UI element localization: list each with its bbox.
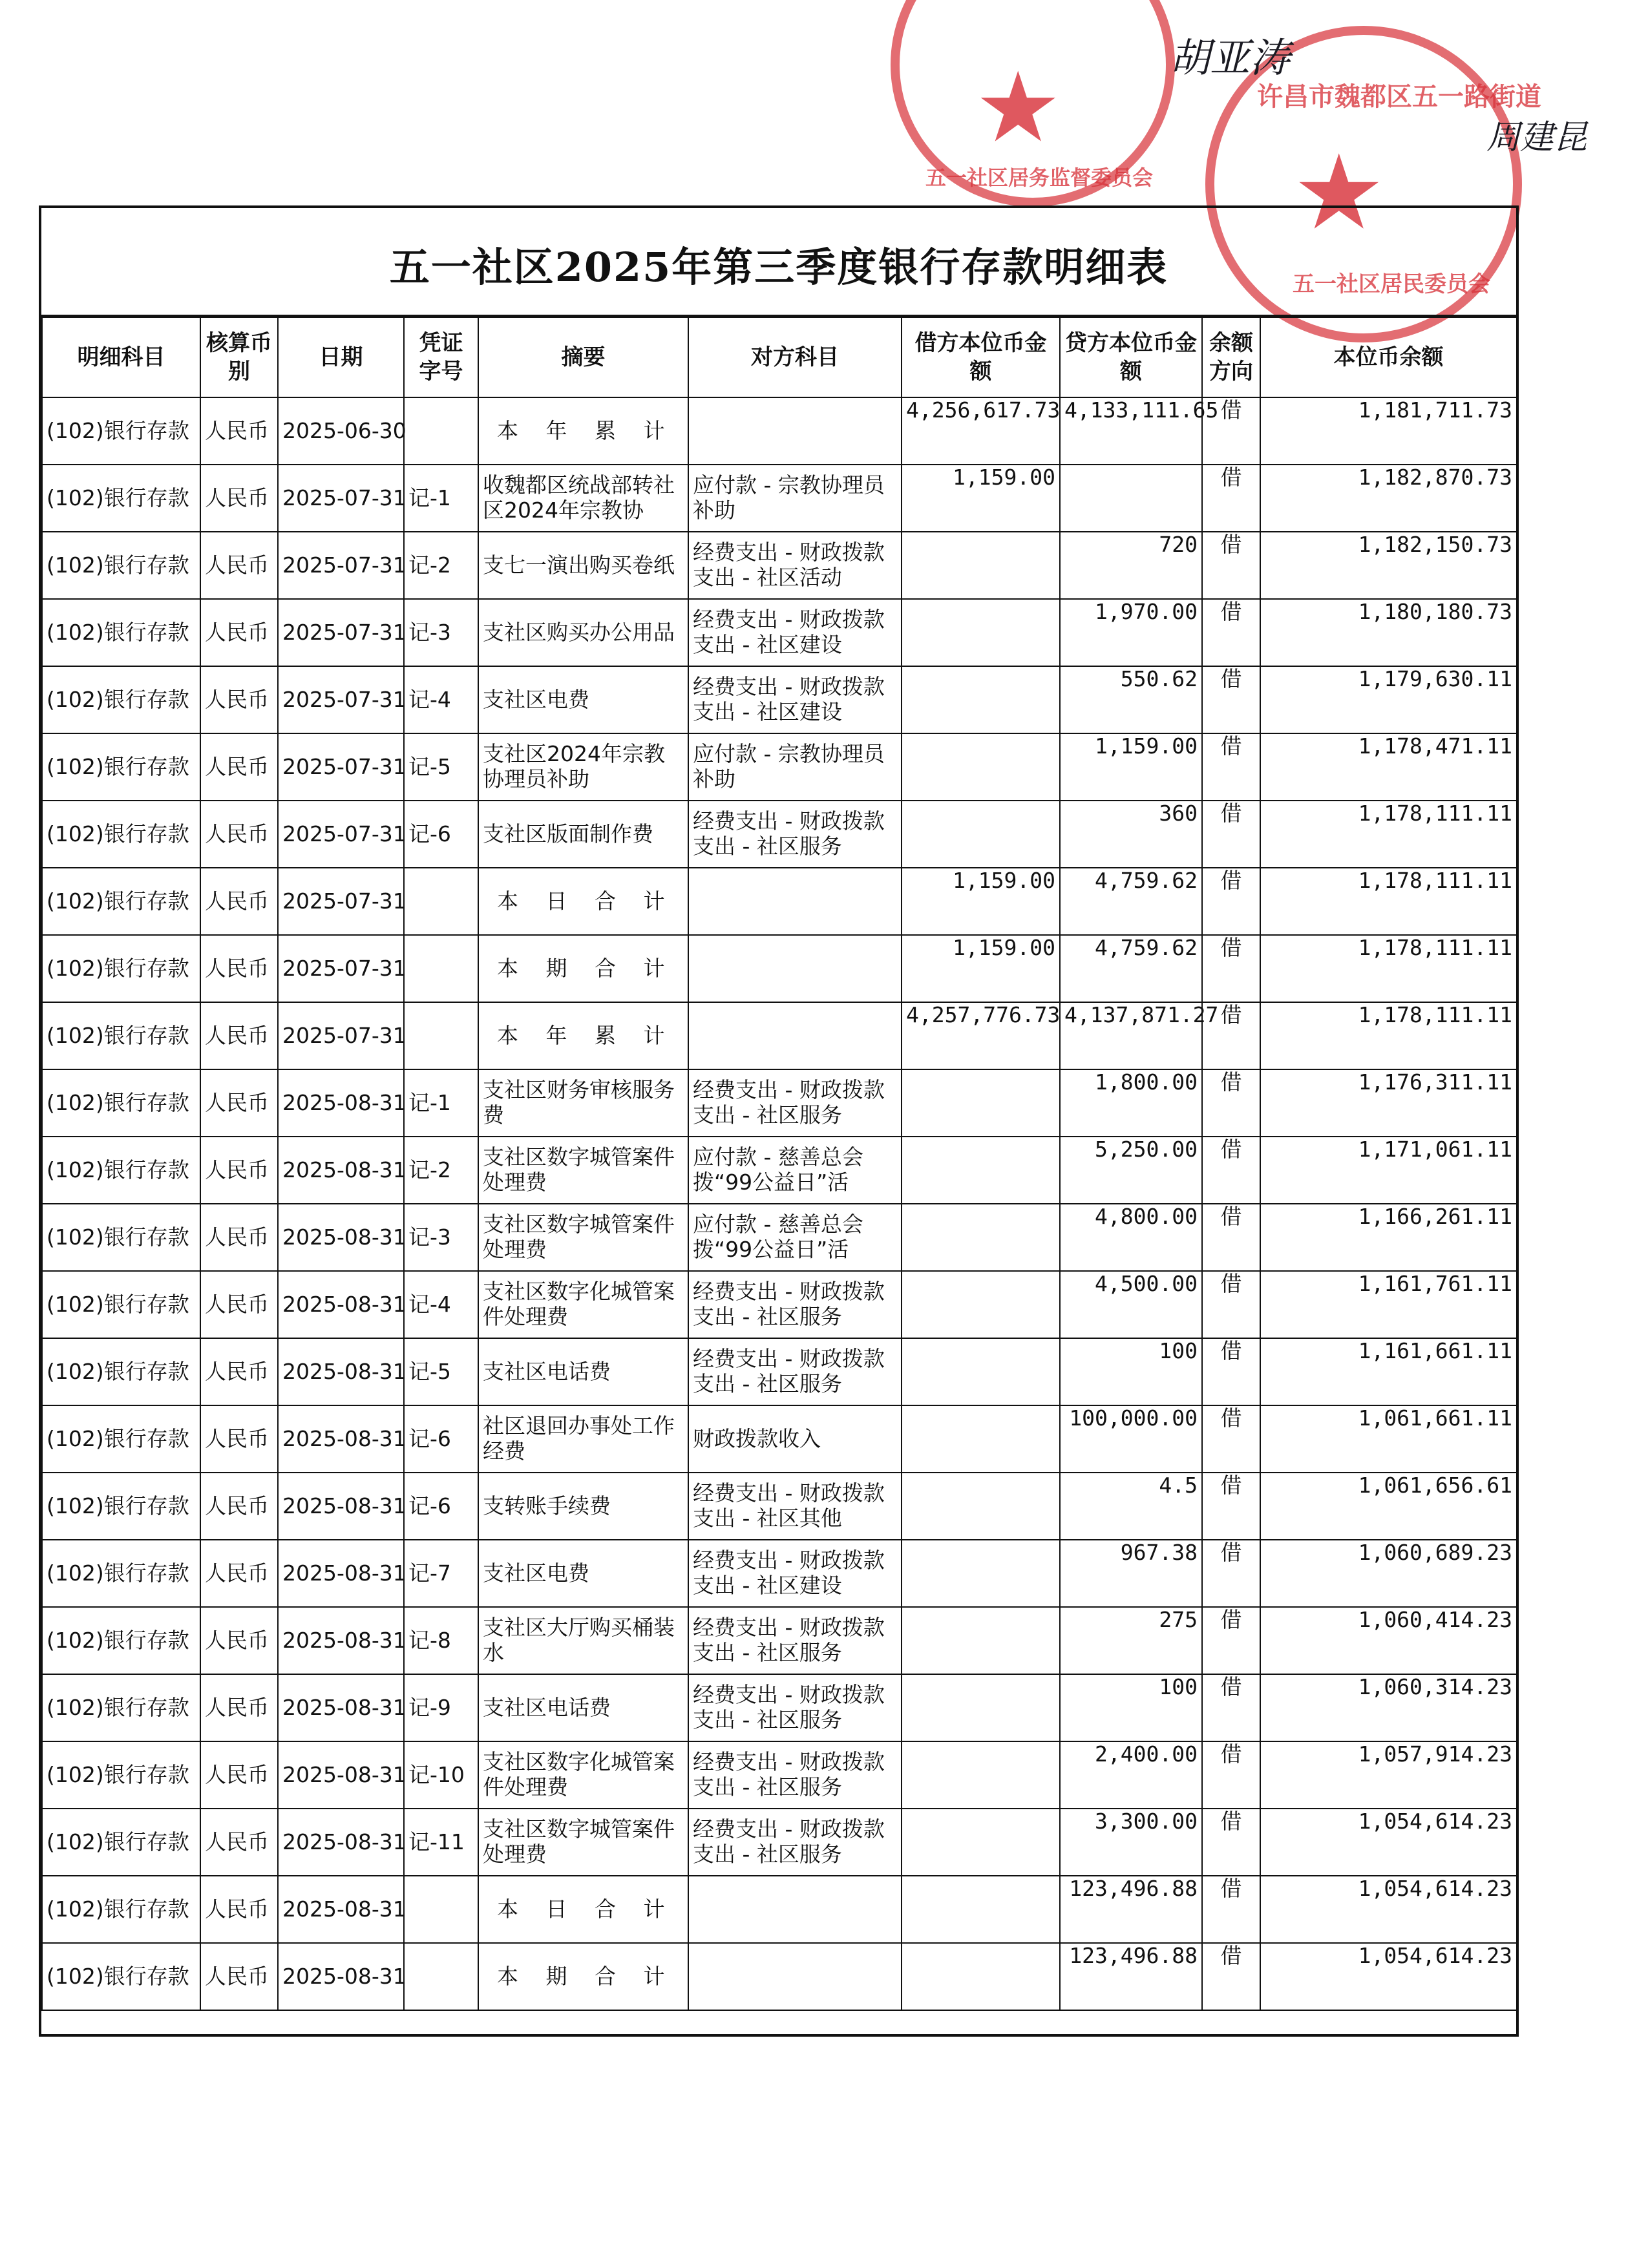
column-header: 凭证字号 xyxy=(404,317,478,397)
cell-date: 2025-08-31 xyxy=(278,1204,404,1271)
table-row xyxy=(42,1607,1517,1674)
cell-debit: 4,257,776.73 xyxy=(902,1002,1060,1069)
cell-summary: 支社区数字城管案件处理费 xyxy=(478,1809,688,1876)
cell-currency: 人民币 xyxy=(200,801,278,868)
cell-counter-account xyxy=(688,1876,902,1943)
cell-credit: 4,500.00 xyxy=(1060,1271,1202,1338)
cell-currency: 人民币 xyxy=(200,1607,278,1674)
cell-subject: (102)银行存款 xyxy=(42,1540,200,1607)
cell-date: 2025-06-30 xyxy=(278,397,404,465)
cell-subject: (102)银行存款 xyxy=(42,1338,200,1405)
cell-subject: (102)银行存款 xyxy=(42,1473,200,1540)
cell-currency: 人民币 xyxy=(200,1137,278,1204)
cell-direction: 借 xyxy=(1202,1607,1260,1674)
cell-date: 2025-07-31 xyxy=(278,935,404,1002)
cell-counter-account: 经费支出 - 财政拨款支出 - 社区活动 xyxy=(688,532,902,599)
table-row xyxy=(42,532,1517,599)
cell-currency: 人民币 xyxy=(200,1674,278,1741)
cell-date: 2025-07-31 xyxy=(278,801,404,868)
cell-direction: 借 xyxy=(1202,1943,1260,2010)
table-row xyxy=(42,599,1517,666)
cell-counter-account: 经费支出 - 财政拨款支出 - 社区建设 xyxy=(688,666,902,733)
cell-debit xyxy=(902,801,1060,868)
column-header: 余额方向 xyxy=(1202,317,1260,397)
cell-direction: 借 xyxy=(1202,1741,1260,1809)
table-row xyxy=(42,868,1517,935)
cell-debit xyxy=(902,1271,1060,1338)
column-header: 明细科目 xyxy=(42,317,200,397)
cell-debit xyxy=(902,532,1060,599)
table-row xyxy=(42,1338,1517,1405)
cell-voucher: 记-10 xyxy=(404,1741,478,1809)
table-row xyxy=(42,1809,1517,1876)
cell-currency: 人民币 xyxy=(200,666,278,733)
cell-date: 2025-08-31 xyxy=(278,1069,404,1137)
cell-counter-account xyxy=(688,935,902,1002)
cell-voucher xyxy=(404,1002,478,1069)
table-row xyxy=(42,397,1517,465)
cell-debit xyxy=(902,1069,1060,1137)
table-row xyxy=(42,1002,1517,1069)
cell-counter-account: 应付款 - 慈善总会拨“99公益日”活 xyxy=(688,1204,902,1271)
cell-currency: 人民币 xyxy=(200,733,278,801)
cell-voucher: 记-8 xyxy=(404,1607,478,1674)
cell-summary: 支七一演出购买卷纸 xyxy=(478,532,688,599)
table-row xyxy=(42,1137,1517,1204)
cell-date: 2025-08-31 xyxy=(278,1405,404,1473)
cell-voucher: 记-4 xyxy=(404,1271,478,1338)
cell-credit: 720 xyxy=(1060,532,1202,599)
cell-voucher: 记-5 xyxy=(404,733,478,801)
cell-currency: 人民币 xyxy=(200,397,278,465)
cell-counter-account: 财政拨款收入 xyxy=(688,1405,902,1473)
cell-debit xyxy=(902,1204,1060,1271)
column-header: 摘要 xyxy=(478,317,688,397)
cell-summary: 支社区数字城管案件处理费 xyxy=(478,1137,688,1204)
cell-credit: 100,000.00 xyxy=(1060,1405,1202,1473)
cell-summary: 支社区电话费 xyxy=(478,1674,688,1741)
cell-voucher: 记-4 xyxy=(404,666,478,733)
title-band xyxy=(41,208,1516,317)
cell-date: 2025-08-31 xyxy=(278,1809,404,1876)
cell-credit: 4,800.00 xyxy=(1060,1204,1202,1271)
cell-credit: 4,133,111.65 xyxy=(1060,397,1202,465)
cell-credit: 967.38 xyxy=(1060,1540,1202,1607)
table-row xyxy=(42,1204,1517,1271)
cell-credit: 5,250.00 xyxy=(1060,1137,1202,1204)
cell-summary: 本 期 合 计 xyxy=(478,1943,688,2010)
cell-balance: 1,179,630.11 xyxy=(1260,666,1517,733)
cell-currency: 人民币 xyxy=(200,868,278,935)
cell-voucher: 记-2 xyxy=(404,1137,478,1204)
column-header: 贷方本位币金额 xyxy=(1060,317,1202,397)
cell-balance: 1,178,111.11 xyxy=(1260,935,1517,1002)
cell-date: 2025-08-31 xyxy=(278,1137,404,1204)
table-row xyxy=(42,1741,1517,1809)
cell-counter-account: 经费支出 - 财政拨款支出 - 社区服务 xyxy=(688,801,902,868)
cell-subject: (102)银行存款 xyxy=(42,1271,200,1338)
seal-star-icon: ★ xyxy=(975,52,1062,164)
cell-debit xyxy=(902,599,1060,666)
cell-subject: (102)银行存款 xyxy=(42,1002,200,1069)
cell-balance: 1,181,711.73 xyxy=(1260,397,1517,465)
cell-debit: 1,159.00 xyxy=(902,868,1060,935)
cell-voucher: 记-7 xyxy=(404,1540,478,1607)
cell-currency: 人民币 xyxy=(200,599,278,666)
cell-balance: 1,166,261.11 xyxy=(1260,1204,1517,1271)
cell-direction: 借 xyxy=(1202,1876,1260,1943)
cell-debit xyxy=(902,1876,1060,1943)
cell-date: 2025-08-31 xyxy=(278,1338,404,1405)
cell-subject: (102)银行存款 xyxy=(42,397,200,465)
cell-summary: 支社区购买办公用品 xyxy=(478,599,688,666)
table-row xyxy=(42,733,1517,801)
ledger-body xyxy=(42,397,1517,2010)
cell-currency: 人民币 xyxy=(200,1473,278,1540)
cell-voucher: 记-11 xyxy=(404,1809,478,1876)
cell-counter-account: 经费支出 - 财政拨款支出 - 社区服务 xyxy=(688,1338,902,1405)
cell-credit xyxy=(1060,465,1202,532)
cell-subject: (102)银行存款 xyxy=(42,532,200,599)
cell-subject: (102)银行存款 xyxy=(42,1876,200,1943)
cell-counter-account: 经费支出 - 财政拨款支出 - 社区服务 xyxy=(688,1069,902,1137)
column-header: 核算币别 xyxy=(200,317,278,397)
cell-summary: 本 期 合 计 xyxy=(478,935,688,1002)
cell-counter-account: 应付款 - 宗教协理员补助 xyxy=(688,465,902,532)
cell-subject: (102)银行存款 xyxy=(42,868,200,935)
cell-voucher: 记-1 xyxy=(404,1069,478,1137)
cell-counter-account xyxy=(688,868,902,935)
cell-summary: 支社区2024年宗教协理员补助 xyxy=(478,733,688,801)
signature-1: 胡亚涛 xyxy=(1170,34,1291,81)
cell-voucher xyxy=(404,1876,478,1943)
cell-currency: 人民币 xyxy=(200,1338,278,1405)
cell-balance: 1,054,614.23 xyxy=(1260,1809,1517,1876)
cell-direction: 借 xyxy=(1202,733,1260,801)
cell-direction: 借 xyxy=(1202,397,1260,465)
cell-currency: 人民币 xyxy=(200,1943,278,2010)
cell-debit xyxy=(902,1943,1060,2010)
cell-voucher: 记-3 xyxy=(404,1204,478,1271)
cell-balance: 1,054,614.23 xyxy=(1260,1876,1517,1943)
cell-debit xyxy=(902,1405,1060,1473)
cell-debit xyxy=(902,1338,1060,1405)
cell-summary: 支社区电费 xyxy=(478,1540,688,1607)
cell-summary: 支社区数字化城管案件处理费 xyxy=(478,1741,688,1809)
cell-credit: 360 xyxy=(1060,801,1202,868)
cell-voucher: 记-6 xyxy=(404,1473,478,1540)
cell-date: 2025-08-31 xyxy=(278,1473,404,1540)
cell-direction: 借 xyxy=(1202,532,1260,599)
cell-counter-account: 应付款 - 慈善总会拨“99公益日”活 xyxy=(688,1137,902,1204)
cell-date: 2025-08-31 xyxy=(278,1876,404,1943)
cell-counter-account: 经费支出 - 财政拨款支出 - 社区建设 xyxy=(688,1540,902,1607)
cell-direction: 借 xyxy=(1202,599,1260,666)
cell-summary: 本 年 累 计 xyxy=(478,397,688,465)
cell-balance: 1,060,414.23 xyxy=(1260,1607,1517,1674)
cell-debit xyxy=(902,1137,1060,1204)
cell-subject: (102)银行存款 xyxy=(42,1943,200,2010)
cell-date: 2025-07-31 xyxy=(278,465,404,532)
cell-balance: 1,060,314.23 xyxy=(1260,1674,1517,1741)
cell-direction: 借 xyxy=(1202,1338,1260,1405)
cell-debit xyxy=(902,1540,1060,1607)
cell-counter-account: 应付款 - 宗教协理员补助 xyxy=(688,733,902,801)
cell-balance: 1,171,061.11 xyxy=(1260,1137,1517,1204)
cell-subject: (102)银行存款 xyxy=(42,1069,200,1137)
cell-counter-account xyxy=(688,1002,902,1069)
cell-subject: (102)银行存款 xyxy=(42,1674,200,1741)
cell-summary: 本 日 合 计 xyxy=(478,1876,688,1943)
table-row xyxy=(42,935,1517,1002)
cell-currency: 人民币 xyxy=(200,1204,278,1271)
cell-voucher: 记-1 xyxy=(404,465,478,532)
cell-direction: 借 xyxy=(1202,1069,1260,1137)
cell-date: 2025-08-31 xyxy=(278,1540,404,1607)
cell-credit: 4.5 xyxy=(1060,1473,1202,1540)
cell-debit: 1,159.00 xyxy=(902,465,1060,532)
cell-debit xyxy=(902,1473,1060,1540)
cell-direction: 借 xyxy=(1202,1002,1260,1069)
cell-debit xyxy=(902,1741,1060,1809)
cell-direction: 借 xyxy=(1202,868,1260,935)
cell-currency: 人民币 xyxy=(200,935,278,1002)
cell-debit xyxy=(902,1674,1060,1741)
cell-subject: (102)银行存款 xyxy=(42,1405,200,1473)
table-row xyxy=(42,1674,1517,1741)
cell-debit xyxy=(902,733,1060,801)
cell-summary: 本 年 累 计 xyxy=(478,1002,688,1069)
table-row xyxy=(42,465,1517,532)
cell-currency: 人民币 xyxy=(200,1405,278,1473)
cell-credit: 2,400.00 xyxy=(1060,1741,1202,1809)
cell-counter-account: 经费支出 - 财政拨款支出 - 社区服务 xyxy=(688,1607,902,1674)
cell-balance: 1,182,870.73 xyxy=(1260,465,1517,532)
cell-currency: 人民币 xyxy=(200,1540,278,1607)
cell-subject: (102)银行存款 xyxy=(42,599,200,666)
cell-credit: 550.62 xyxy=(1060,666,1202,733)
cell-date: 2025-08-31 xyxy=(278,1674,404,1741)
cell-counter-account: 经费支出 - 财政拨款支出 - 社区服务 xyxy=(688,1809,902,1876)
cell-counter-account: 经费支出 - 财政拨款支出 - 社区服务 xyxy=(688,1271,902,1338)
cell-counter-account: 经费支出 - 财政拨款支出 - 社区服务 xyxy=(688,1674,902,1741)
cell-subject: (102)银行存款 xyxy=(42,801,200,868)
cell-currency: 人民币 xyxy=(200,1002,278,1069)
cell-date: 2025-08-31 xyxy=(278,1607,404,1674)
cell-direction: 借 xyxy=(1202,1204,1260,1271)
cell-date: 2025-07-31 xyxy=(278,599,404,666)
cell-direction: 借 xyxy=(1202,1674,1260,1741)
cell-currency: 人民币 xyxy=(200,1876,278,1943)
cell-currency: 人民币 xyxy=(200,1809,278,1876)
table-row xyxy=(42,801,1517,868)
cell-summary: 本 日 合 计 xyxy=(478,868,688,935)
cell-summary: 支社区数字化城管案件处理费 xyxy=(478,1271,688,1338)
cell-direction: 借 xyxy=(1202,1271,1260,1338)
table-row xyxy=(42,1943,1517,2010)
cell-balance: 1,054,614.23 xyxy=(1260,1943,1517,2010)
cell-voucher: 记-5 xyxy=(404,1338,478,1405)
cell-credit: 1,159.00 xyxy=(1060,733,1202,801)
cell-credit: 4,759.62 xyxy=(1060,935,1202,1002)
cell-date: 2025-08-31 xyxy=(278,1271,404,1338)
cell-currency: 人民币 xyxy=(200,1271,278,1338)
cell-subject: (102)银行存款 xyxy=(42,1137,200,1204)
page-title: 五一社区2025年第三季度银行存款明细表 xyxy=(389,244,1168,291)
cell-subject: (102)银行存款 xyxy=(42,935,200,1002)
cell-voucher xyxy=(404,868,478,935)
table-row xyxy=(42,1540,1517,1607)
cell-summary: 社区退回办事处工作经费 xyxy=(478,1405,688,1473)
table-row xyxy=(42,1876,1517,1943)
cell-direction: 借 xyxy=(1202,1473,1260,1540)
cell-voucher xyxy=(404,1943,478,2010)
cell-balance: 1,161,761.11 xyxy=(1260,1271,1517,1338)
cell-currency: 人民币 xyxy=(200,532,278,599)
cell-credit: 275 xyxy=(1060,1607,1202,1674)
cell-voucher: 记-2 xyxy=(404,532,478,599)
cell-date: 2025-08-31 xyxy=(278,1741,404,1809)
cell-balance: 1,061,656.61 xyxy=(1260,1473,1517,1540)
cell-direction: 借 xyxy=(1202,1540,1260,1607)
cell-subject: (102)银行存款 xyxy=(42,1204,200,1271)
cell-voucher xyxy=(404,935,478,1002)
cell-debit: 4,256,617.73 xyxy=(902,397,1060,465)
cell-subject: (102)银行存款 xyxy=(42,1607,200,1674)
cell-debit xyxy=(902,666,1060,733)
cell-direction: 借 xyxy=(1202,666,1260,733)
cell-subject: (102)银行存款 xyxy=(42,1809,200,1876)
cell-debit xyxy=(902,1809,1060,1876)
cell-credit: 123,496.88 xyxy=(1060,1876,1202,1943)
cell-balance: 1,176,311.11 xyxy=(1260,1069,1517,1137)
seal-residents-subtext: 五一社区居民委员会 xyxy=(1293,271,1490,297)
cell-direction: 借 xyxy=(1202,935,1260,1002)
cell-voucher xyxy=(404,397,478,465)
cell-balance: 1,178,111.11 xyxy=(1260,868,1517,935)
cell-counter-account: 经费支出 - 财政拨款支出 - 社区其他 xyxy=(688,1473,902,1540)
cell-subject: (102)银行存款 xyxy=(42,733,200,801)
cell-summary: 支转账手续费 xyxy=(478,1473,688,1540)
table-row xyxy=(42,1271,1517,1338)
cell-date: 2025-07-31 xyxy=(278,666,404,733)
cell-balance: 1,178,111.11 xyxy=(1260,801,1517,868)
table-header-row xyxy=(42,317,1517,397)
seal-star-icon: ★ xyxy=(1293,132,1386,253)
cell-date: 2025-07-31 xyxy=(278,1002,404,1069)
cell-summary: 支社区大厅购买桶装水 xyxy=(478,1607,688,1674)
cell-currency: 人民币 xyxy=(200,1741,278,1809)
ledger-sheet xyxy=(39,205,1519,2037)
cell-date: 2025-07-31 xyxy=(278,733,404,801)
cell-counter-account xyxy=(688,1943,902,2010)
ledger-table xyxy=(41,317,1517,2011)
cell-summary: 支社区电费 xyxy=(478,666,688,733)
cell-credit: 3,300.00 xyxy=(1060,1809,1202,1876)
cell-credit: 100 xyxy=(1060,1338,1202,1405)
cell-balance: 1,061,661.11 xyxy=(1260,1405,1517,1473)
cell-summary: 支社区版面制作费 xyxy=(478,801,688,868)
table-row xyxy=(42,666,1517,733)
seal-supervision-text: 五一社区居务监督委员会 xyxy=(925,165,1154,190)
cell-date: 2025-08-31 xyxy=(278,1943,404,2010)
signature-2: 周建昆 xyxy=(1486,118,1588,157)
cell-debit: 1,159.00 xyxy=(902,935,1060,1002)
cell-direction: 借 xyxy=(1202,1809,1260,1876)
cell-credit: 1,800.00 xyxy=(1060,1069,1202,1137)
cell-credit: 100 xyxy=(1060,1674,1202,1741)
cell-direction: 借 xyxy=(1202,465,1260,532)
table-row xyxy=(42,1069,1517,1137)
cell-debit xyxy=(902,1607,1060,1674)
cell-counter-account: 经费支出 - 财政拨款支出 - 社区服务 xyxy=(688,1741,902,1809)
cell-summary: 收魏都区统战部转社区2024年宗教协 xyxy=(478,465,688,532)
cell-credit: 123,496.88 xyxy=(1060,1943,1202,2010)
cell-currency: 人民币 xyxy=(200,1069,278,1137)
cell-direction: 借 xyxy=(1202,801,1260,868)
cell-voucher: 记-9 xyxy=(404,1674,478,1741)
cell-voucher: 记-3 xyxy=(404,599,478,666)
column-header: 借方本位币金额 xyxy=(902,317,1060,397)
column-header: 本位币余额 xyxy=(1260,317,1517,397)
cell-counter-account xyxy=(688,397,902,465)
table-row xyxy=(42,1405,1517,1473)
cell-subject: (102)银行存款 xyxy=(42,465,200,532)
cell-balance: 1,057,914.23 xyxy=(1260,1741,1517,1809)
cell-balance: 1,182,150.73 xyxy=(1260,532,1517,599)
column-header: 对方科目 xyxy=(688,317,902,397)
cell-currency: 人民币 xyxy=(200,465,278,532)
cell-balance: 1,178,111.11 xyxy=(1260,1002,1517,1069)
seal-residents-text: 许昌市魏都区五一路街道 xyxy=(1257,82,1541,112)
cell-balance: 1,178,471.11 xyxy=(1260,733,1517,801)
cell-summary: 支社区财务审核服务费 xyxy=(478,1069,688,1137)
cell-balance: 1,161,661.11 xyxy=(1260,1338,1517,1405)
cell-voucher: 记-6 xyxy=(404,801,478,868)
cell-direction: 借 xyxy=(1202,1137,1260,1204)
cell-balance: 1,060,689.23 xyxy=(1260,1540,1517,1607)
cell-credit: 4,759.62 xyxy=(1060,868,1202,935)
column-header: 日期 xyxy=(278,317,404,397)
cell-date: 2025-07-31 xyxy=(278,532,404,599)
cell-voucher: 记-6 xyxy=(404,1405,478,1473)
cell-subject: (102)银行存款 xyxy=(42,1741,200,1809)
cell-summary: 支社区数字城管案件处理费 xyxy=(478,1204,688,1271)
cell-balance: 1,180,180.73 xyxy=(1260,599,1517,666)
table-row xyxy=(42,1473,1517,1540)
cell-direction: 借 xyxy=(1202,1405,1260,1473)
cell-counter-account: 经费支出 - 财政拨款支出 - 社区建设 xyxy=(688,599,902,666)
cell-credit: 1,970.00 xyxy=(1060,599,1202,666)
cell-date: 2025-07-31 xyxy=(278,868,404,935)
cell-summary: 支社区电话费 xyxy=(478,1338,688,1405)
cell-subject: (102)银行存款 xyxy=(42,666,200,733)
cell-credit: 4,137,871.27 xyxy=(1060,1002,1202,1069)
